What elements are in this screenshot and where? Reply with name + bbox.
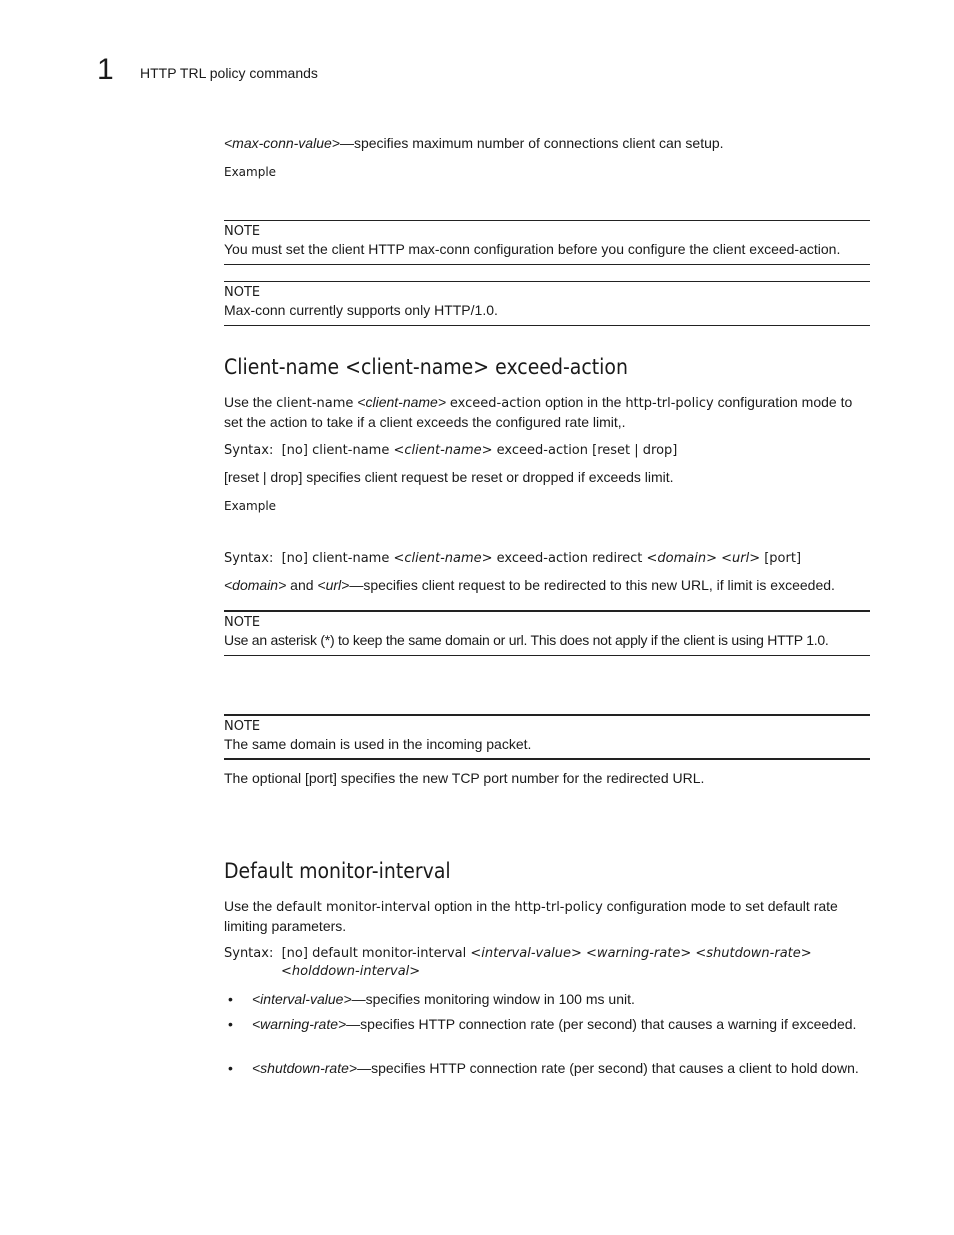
note-rule-bottom [224,264,870,265]
list-item [252,1059,872,1078]
section-heading-client-name: Client-name <client-name> exceed-action [224,355,628,379]
note-rule-bottom [224,758,870,760]
max-conn-param: <max-conn-value> [224,135,340,151]
para-text: configuration mode to set default rate [602,898,838,914]
chapter-number: 1 [97,53,114,86]
note-rule-top [224,714,870,716]
note-text: You must set the client HTTP max-conn configuration before you configure the client exceed-action. [224,241,841,257]
reset-drop-description: [reset | drop] specifies client request be reset or dropped if exceeds limit. [224,469,674,485]
bullet-desc: —specifies monitoring window in 100 ms unit. [351,991,635,1007]
max-conn-description [224,134,874,153]
syntax-text: [port] [760,551,802,566]
bullet-desc: —specifies HTTP connection rate (per second) that causes a client to hold down. [357,1060,859,1076]
syntax-text: exceed-action [reset | drop] [492,443,678,458]
bullet-icon: • [228,1016,233,1032]
bullet-icon: • [228,991,233,1007]
syntax-line-1 [224,441,874,460]
syntax-line-3 [224,944,874,963]
note-label: NOTE [224,285,261,300]
note-text: Use an asterisk (*) to keep the same domain or url. This does not apply if the client is using HTTP 1.0. [224,632,829,648]
note-label: NOTE [224,224,261,239]
para-text: option in the [430,898,515,914]
para-command: exceed-action [449,396,542,411]
max-conn-desc: —specifies maximum number of connections client can setup. [339,135,724,151]
example-label: Example [224,165,277,179]
syntax-arg: <client-name> [393,551,493,566]
note-label: NOTE [224,719,261,734]
syntax-arg: <client-name> [393,443,493,458]
section1-paragraph [224,393,874,432]
syntax-line-2 [224,549,874,568]
note-label: NOTE [224,615,261,630]
para-text: configuration mode to [713,394,853,410]
syntax-line-3-continued [281,962,931,981]
note-rule-top [224,281,870,282]
note-text: Max-conn currently supports only HTTP/1.0. [224,302,498,318]
note-text: The same domain is used in the incoming packet. [224,736,532,752]
note-rule-top [224,220,870,221]
syntax-text: [no] client-name [281,551,394,566]
section-heading-default-monitor-interval: Default monitor-interval [224,859,451,883]
param-text: and [286,577,318,593]
syntax-label: Syntax: [224,551,274,566]
list-item [252,1015,872,1034]
domain-param: <domain> [224,577,287,593]
syntax-text: [no] client-name [281,443,394,458]
note-rule-bottom [224,325,870,326]
para-mode: http-trl-policy [514,900,603,915]
bullet-param: <interval-value> [252,991,352,1007]
param-desc: —specifies client request to be redirected to this new URL, if limit is exceeded. [349,577,835,593]
url-param: <url> [317,577,350,593]
syntax-label: Syntax: [224,946,274,961]
para-command: default monitor-interval [276,900,431,915]
syntax-arg: <holddown-interval> [281,964,421,979]
section2-paragraph [224,897,874,936]
para-arg: <client-name> [353,394,450,410]
para-text: set the action to take if a client exceeds the configured rate limit,. [224,414,626,430]
bullet-param: <shutdown-rate> [252,1060,358,1076]
port-description: The optional [port] specifies the new TCP port number for the redirected URL. [224,770,705,786]
example-label: Example [224,499,277,513]
domain-url-description [224,576,874,595]
syntax-label: Syntax: [224,443,274,458]
para-command: client-name [276,396,354,411]
para-text: Use the [224,898,277,914]
syntax-text: exceed-action redirect [492,551,647,566]
note-rule-bottom [224,655,870,656]
syntax-arg: <domain> <url> [646,551,761,566]
list-item [252,990,872,1009]
bullet-icon: • [228,1060,233,1076]
syntax-text: [no] default monitor-interval [281,946,471,961]
para-text: Use the [224,394,277,410]
para-text: option in the [541,394,626,410]
para-mode: http-trl-policy [625,396,714,411]
note-rule-top [224,610,870,612]
bullet-param: <warning-rate> [252,1016,347,1032]
para-text: limiting parameters. [224,918,347,934]
running-title: HTTP TRL policy commands [140,65,318,81]
syntax-arg: <interval-value> <warning-rate> <shutdown-rate> [470,946,812,961]
bullet-desc: —specifies HTTP connection rate (per second) that causes a warning if exceeded. [346,1016,857,1032]
